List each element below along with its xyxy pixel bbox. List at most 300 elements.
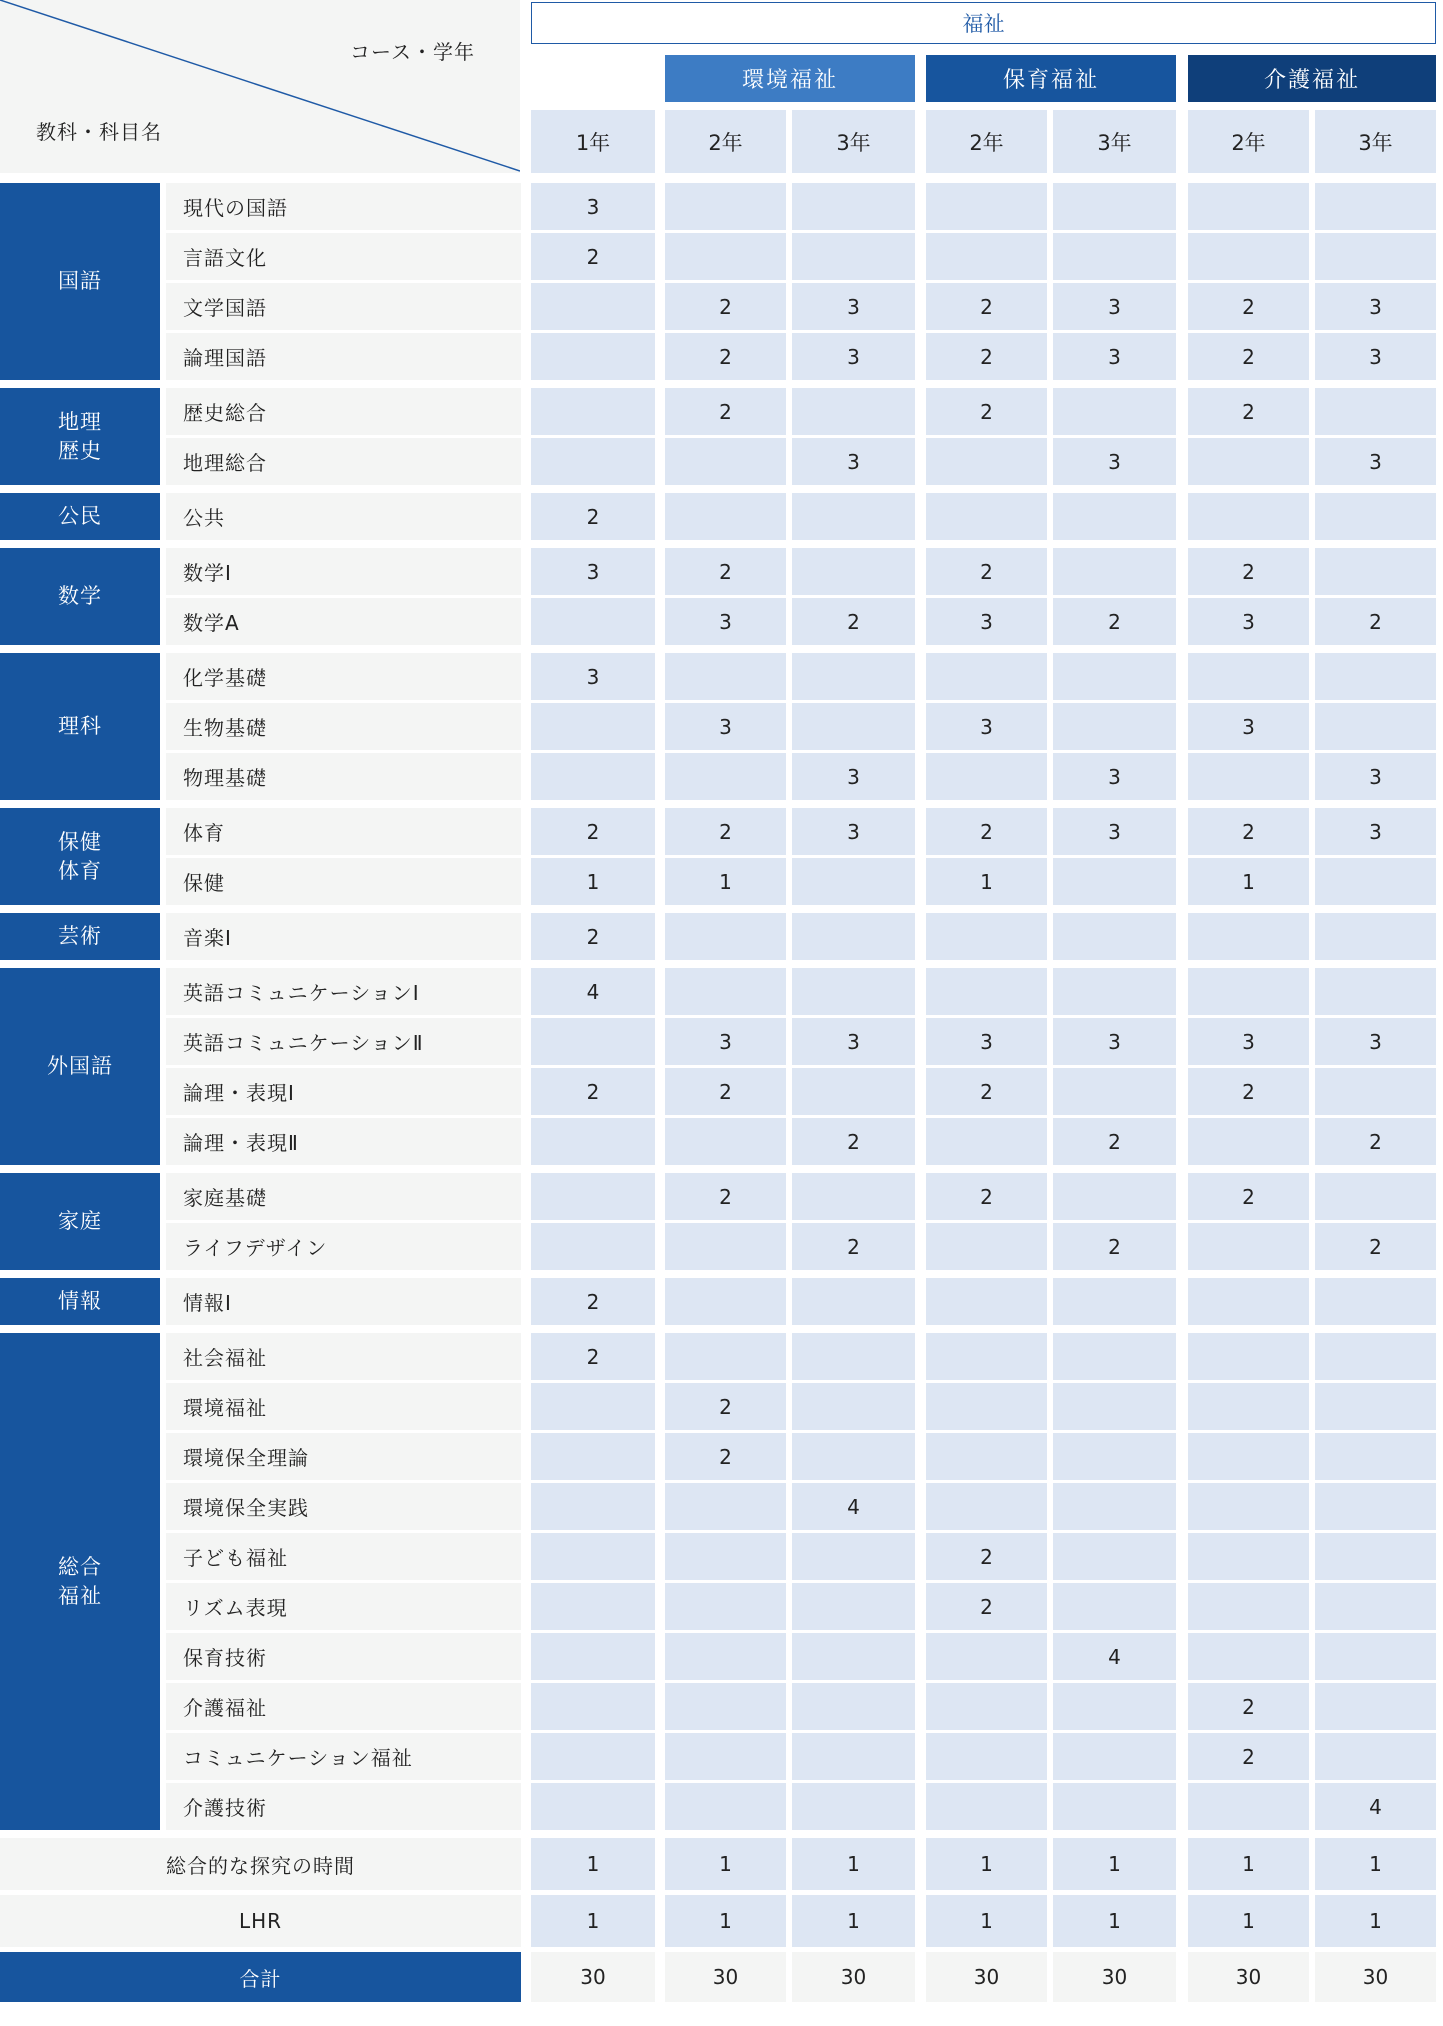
credit-cell: 3 bbox=[1053, 438, 1176, 485]
credit-cell bbox=[531, 1783, 655, 1830]
credit-cell bbox=[1315, 1383, 1436, 1430]
credit-cell: 3 bbox=[1315, 1018, 1436, 1065]
credit-cell bbox=[531, 1733, 655, 1780]
credit-cell: 1 bbox=[1188, 858, 1309, 905]
credit-cell: 2 bbox=[1188, 388, 1309, 435]
credit-cell: 2 bbox=[665, 808, 786, 855]
credit-cell: 2 bbox=[926, 283, 1047, 330]
credit-cell bbox=[531, 753, 655, 800]
total-label: 合計 bbox=[0, 1952, 521, 2002]
course-name: 論理・表現Ⅰ bbox=[166, 1068, 521, 1115]
credit-cell bbox=[531, 1533, 655, 1580]
credit-cell bbox=[1053, 388, 1176, 435]
credit-cell bbox=[665, 1223, 786, 1270]
credit-cell: 1 bbox=[665, 1838, 786, 1890]
credit-cell bbox=[531, 1483, 655, 1530]
credit-cell bbox=[1315, 913, 1436, 960]
course-name: 保健 bbox=[166, 858, 521, 905]
credit-cell bbox=[1315, 1583, 1436, 1630]
credit-cell bbox=[531, 388, 655, 435]
credit-cell bbox=[531, 283, 655, 330]
credit-cell bbox=[926, 968, 1047, 1015]
credit-cell bbox=[1053, 1333, 1176, 1380]
total-cell: 30 bbox=[1315, 1952, 1436, 2002]
credit-cell: 3 bbox=[1053, 333, 1176, 380]
credit-cell: 1 bbox=[665, 858, 786, 905]
credit-cell: 2 bbox=[926, 333, 1047, 380]
credit-cell: 3 bbox=[1053, 753, 1176, 800]
credit-cell: 2 bbox=[1053, 598, 1176, 645]
credit-cell: 2 bbox=[531, 1278, 655, 1325]
year-header: 1年 bbox=[531, 110, 655, 173]
credit-cell bbox=[531, 1223, 655, 1270]
credit-cell bbox=[665, 1633, 786, 1680]
credit-cell: 1 bbox=[1053, 1838, 1176, 1890]
credit-cell: 3 bbox=[926, 598, 1047, 645]
credit-cell: 2 bbox=[531, 1333, 655, 1380]
credit-cell bbox=[1188, 1433, 1309, 1480]
credit-cell: 2 bbox=[665, 283, 786, 330]
subject-category: 公民 bbox=[0, 493, 160, 540]
credit-cell: 3 bbox=[1315, 333, 1436, 380]
credit-cell bbox=[792, 968, 915, 1015]
credit-cell bbox=[1188, 1533, 1309, 1580]
credit-cell bbox=[792, 703, 915, 750]
credit-cell bbox=[792, 493, 915, 540]
credit-cell bbox=[665, 438, 786, 485]
credit-cell bbox=[1315, 388, 1436, 435]
credit-cell bbox=[1315, 1433, 1436, 1480]
credit-cell: 2 bbox=[531, 1068, 655, 1115]
course-name: 英語コミュニケーションⅡ bbox=[166, 1018, 521, 1065]
credit-cell bbox=[1053, 653, 1176, 700]
credit-cell: 2 bbox=[665, 388, 786, 435]
credit-cell: 3 bbox=[665, 703, 786, 750]
course-name: 言語文化 bbox=[166, 233, 521, 280]
year-header: 3年 bbox=[1053, 110, 1176, 173]
credit-cell bbox=[1315, 1483, 1436, 1530]
credit-cell: 2 bbox=[926, 1533, 1047, 1580]
credit-cell bbox=[665, 1533, 786, 1580]
credit-cell bbox=[1315, 968, 1436, 1015]
credit-cell bbox=[926, 1733, 1047, 1780]
credit-cell bbox=[792, 1733, 915, 1780]
credit-cell: 1 bbox=[531, 1895, 655, 1947]
credit-cell: 1 bbox=[1315, 1838, 1436, 1890]
course-name: コミュニケーション福祉 bbox=[166, 1733, 521, 1780]
credit-cell bbox=[792, 1583, 915, 1630]
total-cell: 30 bbox=[531, 1952, 655, 2002]
credit-cell: 2 bbox=[665, 1383, 786, 1430]
subject-category: 理科 bbox=[0, 653, 160, 800]
credit-cell: 1 bbox=[531, 1838, 655, 1890]
credit-cell bbox=[1053, 1433, 1176, 1480]
credit-cell bbox=[1315, 703, 1436, 750]
credit-cell bbox=[926, 1683, 1047, 1730]
credit-cell: 4 bbox=[531, 968, 655, 1015]
credit-cell bbox=[1053, 183, 1176, 230]
credit-cell bbox=[665, 1683, 786, 1730]
credit-cell bbox=[531, 1683, 655, 1730]
credit-cell: 1 bbox=[1053, 1895, 1176, 1947]
credit-cell: 2 bbox=[926, 1173, 1047, 1220]
credit-cell: 1 bbox=[1188, 1838, 1309, 1890]
credit-cell bbox=[926, 653, 1047, 700]
credit-cell: 3 bbox=[1188, 1018, 1309, 1065]
credit-cell bbox=[531, 1118, 655, 1165]
credit-cell bbox=[926, 438, 1047, 485]
credit-cell bbox=[1315, 1333, 1436, 1380]
credit-cell bbox=[1315, 548, 1436, 595]
credit-cell bbox=[926, 183, 1047, 230]
credit-cell: 2 bbox=[792, 1118, 915, 1165]
course-name: 英語コミュニケーションⅠ bbox=[166, 968, 521, 1015]
credit-cell bbox=[1053, 1733, 1176, 1780]
credit-cell: 2 bbox=[1315, 598, 1436, 645]
credit-cell: 2 bbox=[792, 598, 915, 645]
course-name: 物理基礎 bbox=[166, 753, 521, 800]
credit-cell: 2 bbox=[926, 808, 1047, 855]
total-cell: 30 bbox=[665, 1952, 786, 2002]
credit-cell: 2 bbox=[926, 548, 1047, 595]
course-name: 介護技術 bbox=[166, 1783, 521, 1830]
credit-cell: 3 bbox=[792, 333, 915, 380]
credit-cell: 3 bbox=[1315, 283, 1436, 330]
credit-cell bbox=[1188, 1633, 1309, 1680]
credit-cell: 3 bbox=[531, 548, 655, 595]
course-name: 音楽Ⅰ bbox=[166, 913, 521, 960]
credit-cell: 1 bbox=[792, 1838, 915, 1890]
year-header: 2年 bbox=[926, 110, 1047, 173]
credit-cell: 2 bbox=[1315, 1118, 1436, 1165]
credit-cell: 3 bbox=[1188, 703, 1309, 750]
total-cell: 30 bbox=[1188, 1952, 1309, 2002]
credit-cell: 2 bbox=[1188, 1068, 1309, 1115]
credit-cell bbox=[531, 1433, 655, 1480]
credit-cell bbox=[1188, 1383, 1309, 1430]
credit-cell: 2 bbox=[1188, 808, 1309, 855]
credit-cell bbox=[531, 703, 655, 750]
course-name: 生物基礎 bbox=[166, 703, 521, 750]
credit-cell bbox=[665, 653, 786, 700]
credit-cell bbox=[1053, 913, 1176, 960]
group-header: 保育福祉 bbox=[926, 55, 1176, 102]
credit-cell: 1 bbox=[665, 1895, 786, 1947]
course-name: 子ども福祉 bbox=[166, 1533, 521, 1580]
credit-cell: 3 bbox=[1315, 438, 1436, 485]
subject-category: 総合 福祉 bbox=[0, 1333, 160, 1830]
credit-cell bbox=[665, 1483, 786, 1530]
credit-cell: 2 bbox=[531, 493, 655, 540]
course-name: 数学A bbox=[166, 598, 521, 645]
credit-cell bbox=[1188, 183, 1309, 230]
credit-cell bbox=[1188, 1783, 1309, 1830]
credit-cell: 3 bbox=[1315, 753, 1436, 800]
credit-cell: 3 bbox=[792, 808, 915, 855]
credit-cell: 2 bbox=[1188, 333, 1309, 380]
credit-cell: 3 bbox=[665, 598, 786, 645]
credit-cell: 3 bbox=[531, 653, 655, 700]
credit-cell bbox=[1315, 233, 1436, 280]
credit-cell bbox=[792, 1278, 915, 1325]
credit-cell bbox=[1053, 1683, 1176, 1730]
credit-cell bbox=[1315, 183, 1436, 230]
credit-cell bbox=[531, 1583, 655, 1630]
year-header: 3年 bbox=[792, 110, 915, 173]
credit-cell: 1 bbox=[926, 858, 1047, 905]
subject-category: 外国語 bbox=[0, 968, 160, 1165]
credit-cell bbox=[926, 1783, 1047, 1830]
credit-cell bbox=[665, 1733, 786, 1780]
credit-cell bbox=[1315, 1683, 1436, 1730]
credit-cell bbox=[1053, 1173, 1176, 1220]
credit-cell: 1 bbox=[926, 1838, 1047, 1890]
credit-cell bbox=[531, 1018, 655, 1065]
credit-cell bbox=[1315, 1633, 1436, 1680]
credit-cell bbox=[531, 1383, 655, 1430]
credit-cell bbox=[792, 858, 915, 905]
course-name: 介護福祉 bbox=[166, 1683, 521, 1730]
credit-cell bbox=[1315, 1278, 1436, 1325]
year-header: 2年 bbox=[665, 110, 786, 173]
credit-cell: 3 bbox=[926, 1018, 1047, 1065]
credit-cell: 2 bbox=[1188, 1683, 1309, 1730]
course-name: 情報Ⅰ bbox=[166, 1278, 521, 1325]
total-cell: 30 bbox=[926, 1952, 1047, 2002]
subject-category: 地理 歴史 bbox=[0, 388, 160, 485]
credit-cell bbox=[1315, 1533, 1436, 1580]
course-name: ライフデザイン bbox=[166, 1223, 521, 1270]
credit-cell: 3 bbox=[792, 438, 915, 485]
subject-category: 国語 bbox=[0, 183, 160, 380]
credit-cell: 2 bbox=[665, 1173, 786, 1220]
course-name: 化学基礎 bbox=[166, 653, 521, 700]
total-cell: 30 bbox=[792, 1952, 915, 2002]
credit-cell bbox=[1315, 493, 1436, 540]
credit-cell bbox=[1053, 1583, 1176, 1630]
course-name: 地理総合 bbox=[166, 438, 521, 485]
credit-cell bbox=[1188, 1583, 1309, 1630]
credit-cell bbox=[926, 1383, 1047, 1430]
credit-cell bbox=[1188, 438, 1309, 485]
course-name: 公共 bbox=[166, 493, 521, 540]
credit-cell bbox=[1188, 753, 1309, 800]
credit-cell bbox=[792, 1068, 915, 1115]
course-name: リズム表現 bbox=[166, 1583, 521, 1630]
credit-cell: 1 bbox=[926, 1895, 1047, 1947]
credit-cell bbox=[1053, 1783, 1176, 1830]
course-name: 体育 bbox=[166, 808, 521, 855]
course-name: 家庭基礎 bbox=[166, 1173, 521, 1220]
credit-cell: 2 bbox=[531, 913, 655, 960]
credit-cell bbox=[926, 1223, 1047, 1270]
credit-cell: 1 bbox=[1188, 1895, 1309, 1947]
credit-cell bbox=[1315, 653, 1436, 700]
credit-cell bbox=[792, 653, 915, 700]
course-year-label: コース・学年 bbox=[350, 40, 475, 64]
credit-cell bbox=[665, 1278, 786, 1325]
credit-cell bbox=[1188, 1118, 1309, 1165]
credit-cell: 4 bbox=[792, 1483, 915, 1530]
credit-cell: 4 bbox=[1053, 1633, 1176, 1680]
credit-cell bbox=[1188, 1333, 1309, 1380]
credit-cell bbox=[531, 1633, 655, 1680]
credit-cell bbox=[926, 493, 1047, 540]
credit-cell bbox=[1188, 1278, 1309, 1325]
credit-cell: 3 bbox=[792, 753, 915, 800]
credit-cell: 2 bbox=[1188, 1733, 1309, 1780]
course-name: 論理・表現Ⅱ bbox=[166, 1118, 521, 1165]
credit-cell bbox=[665, 753, 786, 800]
credit-cell bbox=[1053, 1383, 1176, 1430]
credit-cell: 2 bbox=[926, 388, 1047, 435]
credit-cell: 2 bbox=[1053, 1118, 1176, 1165]
course-name: 保育技術 bbox=[166, 1633, 521, 1680]
credit-cell bbox=[1053, 703, 1176, 750]
credit-cell: 2 bbox=[1188, 283, 1309, 330]
credit-cell bbox=[665, 913, 786, 960]
credit-cell bbox=[926, 1118, 1047, 1165]
credit-cell bbox=[792, 233, 915, 280]
credit-cell bbox=[665, 493, 786, 540]
credit-cell: 2 bbox=[1315, 1223, 1436, 1270]
credit-cell bbox=[1053, 548, 1176, 595]
credit-cell bbox=[926, 233, 1047, 280]
credit-cell bbox=[926, 1633, 1047, 1680]
credit-cell bbox=[531, 598, 655, 645]
credit-cell bbox=[1315, 1173, 1436, 1220]
credit-cell bbox=[792, 1333, 915, 1380]
credit-cell: 2 bbox=[531, 233, 655, 280]
credit-cell bbox=[1053, 493, 1176, 540]
course-title: 福祉 bbox=[531, 2, 1436, 44]
credit-cell bbox=[1053, 233, 1176, 280]
credit-cell: 3 bbox=[1315, 808, 1436, 855]
course-name: 環境福祉 bbox=[166, 1383, 521, 1430]
credit-cell bbox=[531, 438, 655, 485]
subject-category: 数学 bbox=[0, 548, 160, 645]
credit-cell: 3 bbox=[1188, 598, 1309, 645]
credit-cell bbox=[1053, 968, 1176, 1015]
course-name: 論理国語 bbox=[166, 333, 521, 380]
credit-cell bbox=[926, 1278, 1047, 1325]
credit-cell: 2 bbox=[665, 333, 786, 380]
extra-row-label: LHR bbox=[0, 1895, 521, 1947]
credit-cell: 2 bbox=[926, 1068, 1047, 1115]
group-header: 介護福祉 bbox=[1188, 55, 1436, 102]
credit-cell: 3 bbox=[792, 1018, 915, 1065]
header-corner bbox=[0, 0, 520, 173]
credit-cell bbox=[1188, 653, 1309, 700]
credit-cell bbox=[665, 1783, 786, 1830]
year-header: 3年 bbox=[1315, 110, 1436, 173]
credit-cell bbox=[792, 388, 915, 435]
credit-cell bbox=[1188, 968, 1309, 1015]
credit-cell bbox=[1315, 1733, 1436, 1780]
credit-cell: 3 bbox=[665, 1018, 786, 1065]
group-header: 環境福祉 bbox=[665, 55, 915, 102]
credit-cell bbox=[792, 913, 915, 960]
corner-diagonal bbox=[0, 0, 520, 173]
credit-cell bbox=[665, 1333, 786, 1380]
credit-cell: 3 bbox=[1053, 283, 1176, 330]
course-name: 数学Ⅰ bbox=[166, 548, 521, 595]
credit-cell bbox=[1188, 913, 1309, 960]
credit-cell bbox=[1188, 1483, 1309, 1530]
credit-cell bbox=[792, 183, 915, 230]
credit-cell bbox=[926, 753, 1047, 800]
credit-cell bbox=[665, 233, 786, 280]
credit-cell: 2 bbox=[792, 1223, 915, 1270]
total-cell: 30 bbox=[1053, 1952, 1176, 2002]
credit-cell: 3 bbox=[1053, 808, 1176, 855]
credit-cell: 3 bbox=[926, 703, 1047, 750]
credit-cell: 2 bbox=[665, 1068, 786, 1115]
credit-cell: 3 bbox=[531, 183, 655, 230]
credit-cell bbox=[926, 1333, 1047, 1380]
credit-cell bbox=[531, 333, 655, 380]
course-name: 社会福祉 bbox=[166, 1333, 521, 1380]
credit-cell bbox=[665, 1118, 786, 1165]
extra-row-label: 総合的な探究の時間 bbox=[0, 1838, 521, 1890]
credit-cell bbox=[1053, 1483, 1176, 1530]
credit-cell: 2 bbox=[1188, 548, 1309, 595]
course-name: 現代の国語 bbox=[166, 183, 521, 230]
credit-cell bbox=[1315, 1068, 1436, 1115]
credit-cell bbox=[926, 1433, 1047, 1480]
credit-cell bbox=[1053, 1278, 1176, 1325]
course-name: 文学国語 bbox=[166, 283, 521, 330]
credit-cell bbox=[665, 968, 786, 1015]
credit-cell: 1 bbox=[1315, 1895, 1436, 1947]
credit-cell bbox=[792, 1633, 915, 1680]
credit-cell bbox=[792, 1173, 915, 1220]
credit-cell: 2 bbox=[1053, 1223, 1176, 1270]
credit-cell bbox=[1188, 493, 1309, 540]
credit-cell bbox=[1053, 1068, 1176, 1115]
credit-cell: 4 bbox=[1315, 1783, 1436, 1830]
subject-category: 家庭 bbox=[0, 1173, 160, 1270]
credit-cell bbox=[926, 913, 1047, 960]
subject-label: 教科・科目名 bbox=[36, 120, 162, 144]
subject-category: 保健 体育 bbox=[0, 808, 160, 905]
credit-cell: 2 bbox=[1188, 1173, 1309, 1220]
year-header: 2年 bbox=[1188, 110, 1309, 173]
credit-cell bbox=[1188, 233, 1309, 280]
credit-cell: 2 bbox=[665, 548, 786, 595]
credit-cell bbox=[1053, 1533, 1176, 1580]
credit-cell bbox=[531, 1173, 655, 1220]
credit-cell bbox=[792, 548, 915, 595]
credit-cell bbox=[665, 183, 786, 230]
credit-cell bbox=[665, 1583, 786, 1630]
course-name: 環境保全実践 bbox=[166, 1483, 521, 1530]
credit-cell bbox=[1053, 858, 1176, 905]
credit-cell bbox=[792, 1383, 915, 1430]
credit-cell: 3 bbox=[792, 283, 915, 330]
credit-cell bbox=[1188, 1223, 1309, 1270]
credit-cell bbox=[1315, 858, 1436, 905]
subject-category: 情報 bbox=[0, 1278, 160, 1325]
credit-cell: 3 bbox=[1053, 1018, 1176, 1065]
credit-cell: 1 bbox=[531, 858, 655, 905]
credit-cell: 2 bbox=[531, 808, 655, 855]
subject-category: 芸術 bbox=[0, 913, 160, 960]
credit-cell bbox=[792, 1683, 915, 1730]
course-name: 歴史総合 bbox=[166, 388, 521, 435]
credit-cell: 1 bbox=[792, 1895, 915, 1947]
credit-cell: 2 bbox=[665, 1433, 786, 1480]
